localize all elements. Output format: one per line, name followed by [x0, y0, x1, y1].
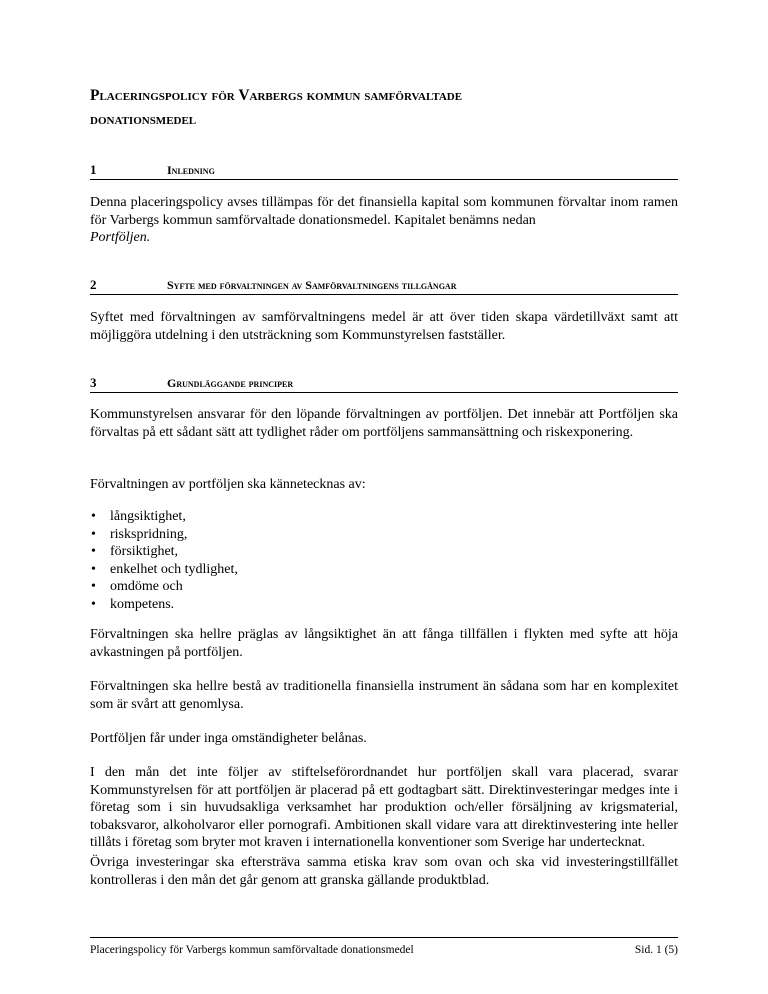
section-2-paragraph [90, 309, 678, 344]
section-3-paragraph-5 [90, 730, 678, 748]
section-3-paragraph-4 [90, 678, 678, 713]
list-item [90, 526, 238, 544]
list-item-text: försiktighet, [110, 544, 179, 560]
bullet-icon: • [91, 561, 96, 577]
paragraph-text: Övriga investeringar ska eftersträva samma etiska krav som ovan och ska vid investeringstillfället kontrolleras i den mån det går genom att granska gällande produktblad. [90, 855, 678, 888]
list-item-text: riskspridning, [110, 526, 188, 542]
section-number: 1 [90, 162, 97, 177]
list-item [90, 596, 238, 614]
characteristics-list [90, 508, 238, 614]
section-number: 2 [90, 277, 97, 292]
bullet-icon: • [91, 544, 96, 560]
paragraph-text: Förvaltningen ska hellre bestå av traditionella finansiella instrument än sådana som har en komplexitet som är svårt att genomlysa. [90, 679, 678, 712]
page-footer [90, 937, 678, 957]
section-number: 3 [90, 375, 97, 390]
bullet-icon: • [91, 509, 96, 524]
section-3-paragraph-3 [90, 626, 678, 661]
bullet-icon: • [91, 596, 96, 612]
page-number: Sid. 1 (5) [634, 944, 678, 956]
section-title: Syfte med förvaltningen av Samförvaltningens tillgångar [167, 278, 457, 292]
document-title [90, 84, 678, 132]
section-1-heading [90, 162, 678, 180]
paragraph-text: Syftet med förvaltningen av samförvaltningens medel är att över tiden skapa värdetillväxt samt att möjliggöra utdelning i den utsträckning som Kommunstyrelsen fastställer. [90, 310, 678, 343]
paragraph-text: I den mån det inte följer av stiftelseförordnandet hur portföljen skall vara placerad, svarar Kommunstyrelsen för att portföljen är placerad på ett godtagbart sätt. Direktinvesteringar medges inte i företag som i sin huvudsakliga verksamhet har produktion och/eller försäljning av krigsmaterial, tobaksvaror, alkoholvaror eller pornografi. Ambitionen skall vidare vara att direktinvestering inte heller tillåts i företag som bryter mot kraven i internationella konventioner som Sverige har undertecknat. [90, 765, 678, 850]
document-title-line-2: donationsmedel [90, 111, 197, 128]
list-item [90, 543, 238, 561]
footer-document-name: Placeringspolicy för Varbergs kommun samförvaltade donationsmedel [90, 944, 414, 956]
list-item-text: enkelhet och tydlighet, [110, 561, 238, 577]
section-2-heading [90, 277, 678, 295]
document-page [90, 0, 678, 994]
section-3-paragraph-7 [90, 854, 678, 889]
section-3-paragraph-1 [90, 406, 678, 441]
list-item [90, 508, 238, 526]
list-item [90, 561, 238, 579]
section-3-heading [90, 375, 678, 393]
section-1-paragraph [90, 194, 678, 247]
list-item-text: kompetens. [110, 596, 175, 612]
section-title: Inledning [167, 163, 215, 177]
paragraph-text: Förvaltningen ska hellre präglas av långsiktighet än att fånga tillfällen i flykten med syfte att höja avkastningen på portföljen. [90, 627, 678, 660]
paragraph-text: Förvaltningen av portföljen ska kännetecknas av: [90, 477, 366, 492]
list-item [90, 578, 238, 596]
document-title-line-1: Placeringspolicy för Varbergs kommun samförvaltade [90, 87, 463, 104]
paragraph-text: Portföljen får under inga omständigheter belånas. [90, 731, 367, 746]
list-item-text: omdöme och [110, 579, 183, 595]
paragraph-text: Denna placeringspolicy avses tillämpas för det finansiella kapital som kommunen förvaltar inom ramen för Varbergs kommun samförvaltade donationsmedel. Kapitalet benämns nedan [90, 195, 678, 228]
bullet-icon: • [91, 579, 96, 595]
portfolio-term: Portföljen. [90, 230, 151, 245]
section-3-paragraph-6 [90, 764, 678, 852]
paragraph-text: Kommunstyrelsen ansvarar för den löpande förvaltningen av portföljen. Det innebär att Portföljen ska förvaltas på ett sådant sätt att tydlighet råder om portföljens sammansättning och riskexponering. [90, 407, 678, 440]
list-item-text: långsiktighet, [110, 509, 186, 524]
section-title: Grundläggande principer [167, 376, 294, 390]
bullet-icon: • [91, 526, 96, 542]
section-3-paragraph-2 [90, 476, 678, 494]
